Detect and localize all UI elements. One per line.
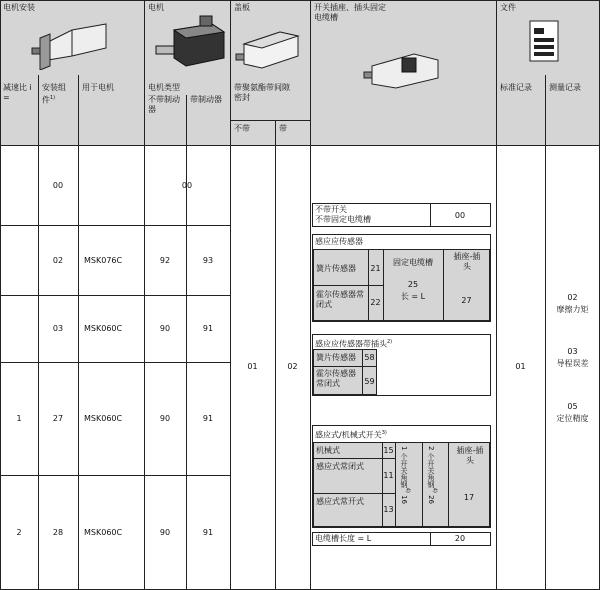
switch-icon bbox=[362, 48, 442, 92]
header-meas-record: 测量记录 bbox=[549, 83, 581, 92]
inductive-closed-label: 感应式常闭式 bbox=[316, 462, 364, 471]
reed-sensor-code: 21 bbox=[370, 264, 381, 273]
header-motor: 电机 bbox=[148, 3, 164, 12]
mechanical-label: 机械式 bbox=[316, 446, 340, 455]
kit-code: 02 bbox=[52, 256, 64, 265]
no-brake-code: 90 bbox=[159, 414, 171, 423]
ratio-value: 1 bbox=[16, 414, 22, 423]
socket-plug-2-label: 插座-插头 bbox=[456, 446, 484, 465]
motor-name: MSK060C bbox=[84, 324, 123, 333]
header-cover-no: 不带 bbox=[234, 124, 250, 133]
brake-code: 91 bbox=[202, 414, 214, 423]
reed-sensor-label: 簧片传感器 bbox=[316, 264, 356, 273]
header-std-record: 标准记录 bbox=[500, 83, 532, 92]
cable-duct-label: 固定电缆槽 bbox=[393, 258, 433, 267]
cable-length-label: 长 = L bbox=[400, 292, 426, 301]
lead-error-label: 导程误差 bbox=[556, 359, 589, 368]
motor-icon bbox=[152, 14, 226, 72]
motor-type-code: 00 bbox=[181, 181, 193, 190]
lead-error-code: 03 bbox=[567, 347, 578, 356]
header-docs: 文件 bbox=[500, 3, 516, 12]
mech-switch-title: 感应式/机械式开关$^{3)}$ bbox=[315, 430, 387, 440]
positioning-accuracy-code: 05 bbox=[567, 402, 578, 411]
header-cover-desc: 带聚氨酯带间隙密封 bbox=[234, 83, 290, 102]
hall-sensor-code: 22 bbox=[370, 298, 381, 307]
no-brake-code: 90 bbox=[159, 528, 171, 537]
hall-sensor-plug-code: 59 bbox=[364, 377, 375, 386]
brake-code: 93 bbox=[202, 256, 214, 265]
induct-sensor-title: 感应应传感器 bbox=[315, 237, 363, 246]
kit-code: 00 bbox=[52, 181, 64, 190]
two-switch-bracket-label: 2 个开关角钢$^{4)}$ 26 bbox=[427, 446, 438, 504]
hall-sensor-plug-label: 霍尔传感器常闭式 bbox=[316, 369, 356, 388]
reed-sensor-plug-label: 簧片传感器 bbox=[316, 353, 356, 362]
header-with-brake: 带制动器 bbox=[190, 95, 222, 104]
friction-torque-label: 摩擦力矩 bbox=[556, 305, 589, 314]
header-cover: 盖板 bbox=[234, 3, 250, 12]
cover-icon bbox=[234, 20, 304, 72]
kit-code: 27 bbox=[52, 414, 64, 423]
reed-sensor-plug-code: 58 bbox=[364, 353, 375, 362]
ratio-value: 2 bbox=[16, 528, 22, 537]
document-icon bbox=[529, 20, 559, 62]
cover-no-code: 01 bbox=[247, 362, 258, 371]
cable-duct-code: 25 bbox=[407, 280, 419, 289]
brake-code: 91 bbox=[202, 528, 214, 537]
cable-length-row-code: 20 bbox=[454, 534, 466, 543]
std-record-code: 01 bbox=[515, 362, 526, 371]
socket-plug-2-code: 17 bbox=[463, 493, 475, 502]
kit-code: 28 bbox=[52, 528, 64, 537]
header-motor-mount: 电机安装 bbox=[3, 3, 35, 12]
header-motor-type: 电机类型 bbox=[148, 83, 180, 92]
switch-none-code: 00 bbox=[454, 211, 466, 220]
motor-name: MSK060C bbox=[84, 528, 123, 537]
one-switch-bracket-label: 1 个开关角钢$^{4)}$ 16 bbox=[400, 446, 411, 504]
header-kit: 安装组件$^{1)}$ bbox=[42, 83, 66, 105]
switch-none-label: 不带开关 不带固定电缆槽 bbox=[315, 205, 371, 224]
mechanical-code: 15 bbox=[383, 446, 394, 455]
kit-code: 03 bbox=[52, 324, 64, 333]
socket-plug-code: 27 bbox=[461, 296, 472, 305]
gearbox-mount-icon bbox=[30, 14, 110, 70]
hall-sensor-label: 霍尔传感器常闭式 bbox=[316, 290, 364, 309]
cable-length-row-label: 电缆槽长度 = L bbox=[315, 534, 372, 543]
inductive-closed-code: 11 bbox=[383, 471, 394, 480]
cover-with-code: 02 bbox=[287, 362, 298, 371]
inductive-open-label: 感应式常开式 bbox=[316, 497, 364, 506]
positioning-accuracy-label: 定位精度 bbox=[556, 414, 589, 423]
inductive-open-code: 13 bbox=[383, 505, 394, 514]
motor-name: MSK076C bbox=[84, 256, 123, 265]
no-brake-code: 90 bbox=[159, 324, 171, 333]
header-ratio: 减速比 i = bbox=[3, 83, 32, 102]
plug-sensor-title: 感应应传感器带插头$^{2)}$ bbox=[315, 339, 393, 349]
friction-torque-code: 02 bbox=[567, 293, 578, 302]
motor-name: MSK060C bbox=[84, 414, 123, 423]
header-switch: 开关插座、插头固定电缆槽 bbox=[314, 3, 386, 22]
socket-plug-label: 插座-插头 bbox=[453, 252, 481, 271]
header-for-motor: 用于电机 bbox=[82, 83, 114, 92]
header-cover-with: 带 bbox=[279, 124, 287, 133]
no-brake-code: 92 bbox=[159, 256, 171, 265]
header-no-brake: 不带制动器 bbox=[148, 95, 180, 114]
brake-code: 91 bbox=[202, 324, 214, 333]
